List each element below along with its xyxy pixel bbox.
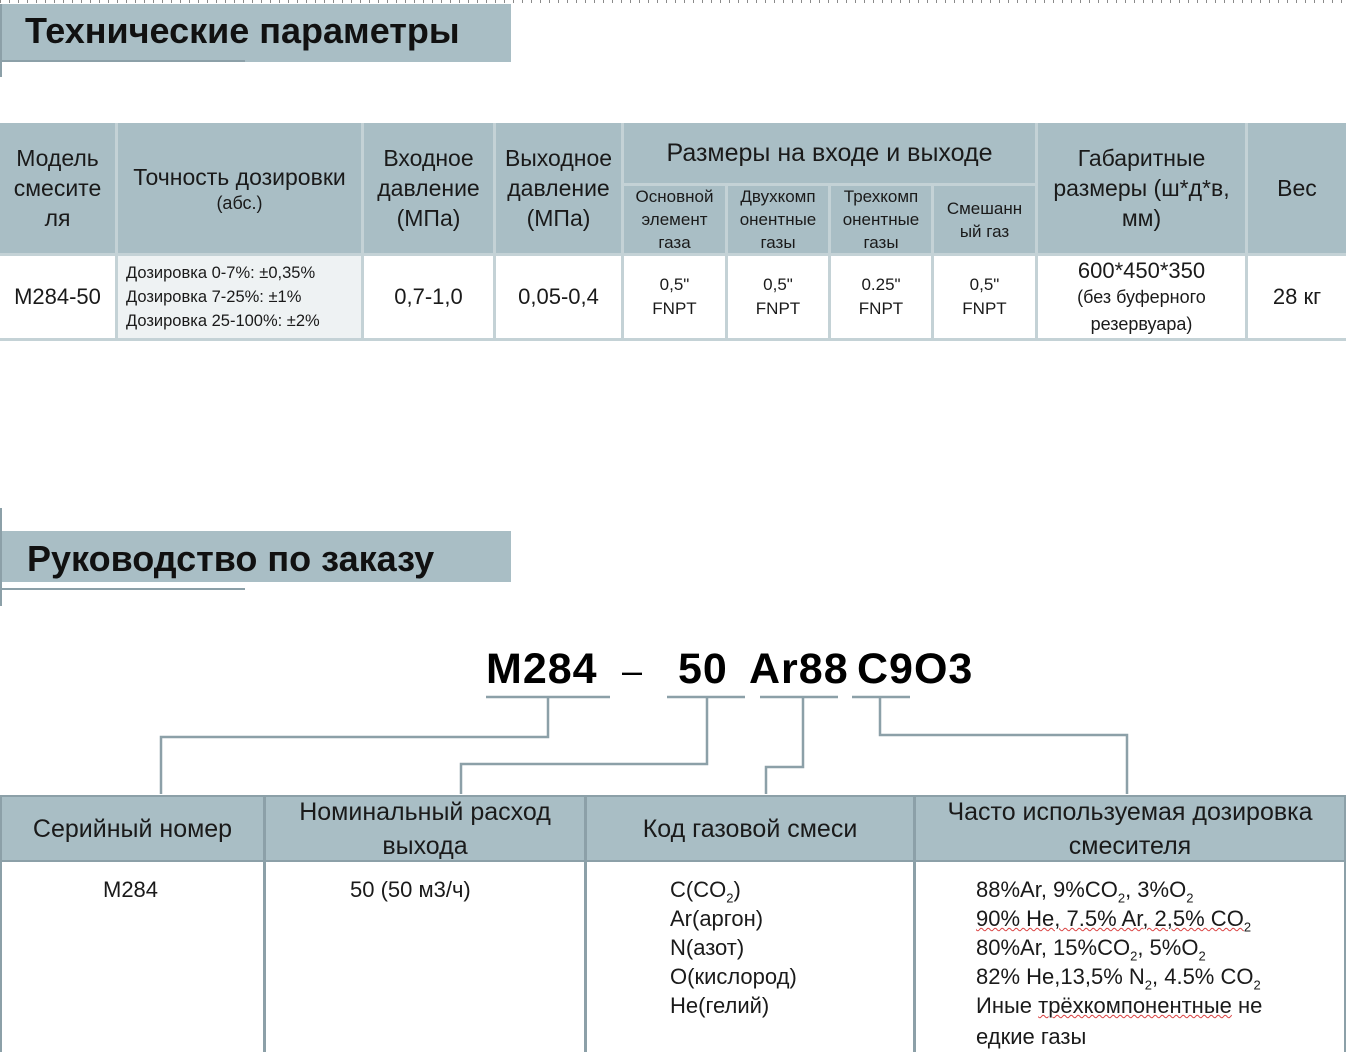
- cell-port-main: 0,5" FNPT: [624, 256, 725, 338]
- cell-weight: 28 кг: [1248, 256, 1346, 338]
- dosage-item: 80%Ar, $15\%CO_2$, $5\%O_2$: [976, 935, 1206, 964]
- spec-table: [0, 123, 1346, 341]
- connector-flow: [461, 697, 707, 794]
- cell-model: M284-50: [0, 256, 115, 338]
- cell-port-mixed: 0,5" FNPT: [934, 256, 1035, 338]
- gas-code-item: N(азот): [670, 935, 745, 960]
- dosage-item: 90% He, 7.5% Ar, 2,5% $CO_2$: [976, 906, 1252, 935]
- header-dimensions: Габаритные размеры (ш*д*в, мм): [1038, 123, 1245, 253]
- order-code-mix: C9O3: [857, 645, 974, 693]
- gas-code-list: [670, 875, 797, 1020]
- dosage-item: едкие газы: [976, 1024, 1087, 1049]
- order-guide-title: Руководство по заказу: [27, 538, 435, 579]
- header-port-three-component: Трехкомп онентные газы: [831, 186, 931, 253]
- order-code-connectors: [0, 690, 1348, 800]
- flow-value: 50 (50 м3/ч): [350, 877, 471, 902]
- dosage-item: 88%Ar, $9\%CO_2$, $3\%O_2$: [976, 877, 1194, 906]
- connector-mix: [880, 697, 1127, 794]
- header-port-two-component: Двухкомп онентные газы: [728, 186, 828, 253]
- dosage-item: 82% He,13,5% $N_2$, 4.5% $CO_2$: [976, 964, 1261, 993]
- order-code-flow: 50: [678, 645, 728, 693]
- cell-port-three-component: 0.25" FNPT: [831, 256, 931, 338]
- order-code-series: M284: [486, 645, 598, 693]
- banner-under-rule: [0, 60, 245, 62]
- header-model: Модель смесите ля: [0, 123, 115, 253]
- order-code-dash: –: [622, 650, 644, 691]
- dosage-list: [976, 875, 1262, 1051]
- banner-left-rule: [0, 4, 2, 77]
- serial-number-value: M284: [103, 877, 159, 902]
- header-port-main: Основной элемент газа: [624, 186, 725, 253]
- order-header-serial: Серийный номер: [2, 797, 263, 860]
- order-header-gas-code: Код газовой смеси: [587, 797, 913, 860]
- cell-accuracy: Дозировка 0-7%: ±0,35% Дозировка 7-25%: ±1% Дозировка 25-100%: ±2%: [118, 256, 361, 338]
- header-outlet-pressure: Выходное давление (МПа): [496, 123, 621, 253]
- header-inlet-pressure: Входное давление (МПа): [364, 123, 493, 253]
- connector-gas: [766, 697, 803, 794]
- tech-params-title: Технические параметры: [25, 10, 460, 51]
- gas-code-item: Ar(аргон): [670, 906, 764, 931]
- order-header-flow: Номинальный расход выхода: [266, 797, 584, 860]
- top-dashed-rule: [0, 0, 1348, 3]
- banner-under-rule-2: [0, 588, 245, 590]
- header-ports-group: Размеры на входе и выходе: [624, 123, 1035, 183]
- order-header-dosage: Часто используемая дозировка смесителя: [916, 797, 1344, 860]
- connector-series: [161, 697, 548, 794]
- dosage-item: Иные трёхкомпонентные не: [976, 993, 1263, 1018]
- gas-code-item: He(гелий): [670, 993, 770, 1018]
- gas-code-item: $C(CO_2)$: [670, 877, 741, 906]
- cell-inlet-pressure: 0,7-1,0: [364, 256, 493, 338]
- header-weight: Вес: [1248, 123, 1346, 253]
- cell-outlet-pressure: 0,05-0,4: [496, 256, 621, 338]
- order-code-gas: Ar88: [749, 645, 849, 693]
- header-port-mixed: Смешанн ый газ: [934, 186, 1035, 253]
- banner-left-rule-2: [0, 508, 2, 606]
- cell-dimensions: 600*450*350 (без буферного резервуара): [1038, 256, 1245, 338]
- cell-port-two-component: 0,5" FNPT: [728, 256, 828, 338]
- header-accuracy: Точность дозировки (абс.): [118, 123, 361, 253]
- gas-code-item: O(кислород): [670, 964, 797, 989]
